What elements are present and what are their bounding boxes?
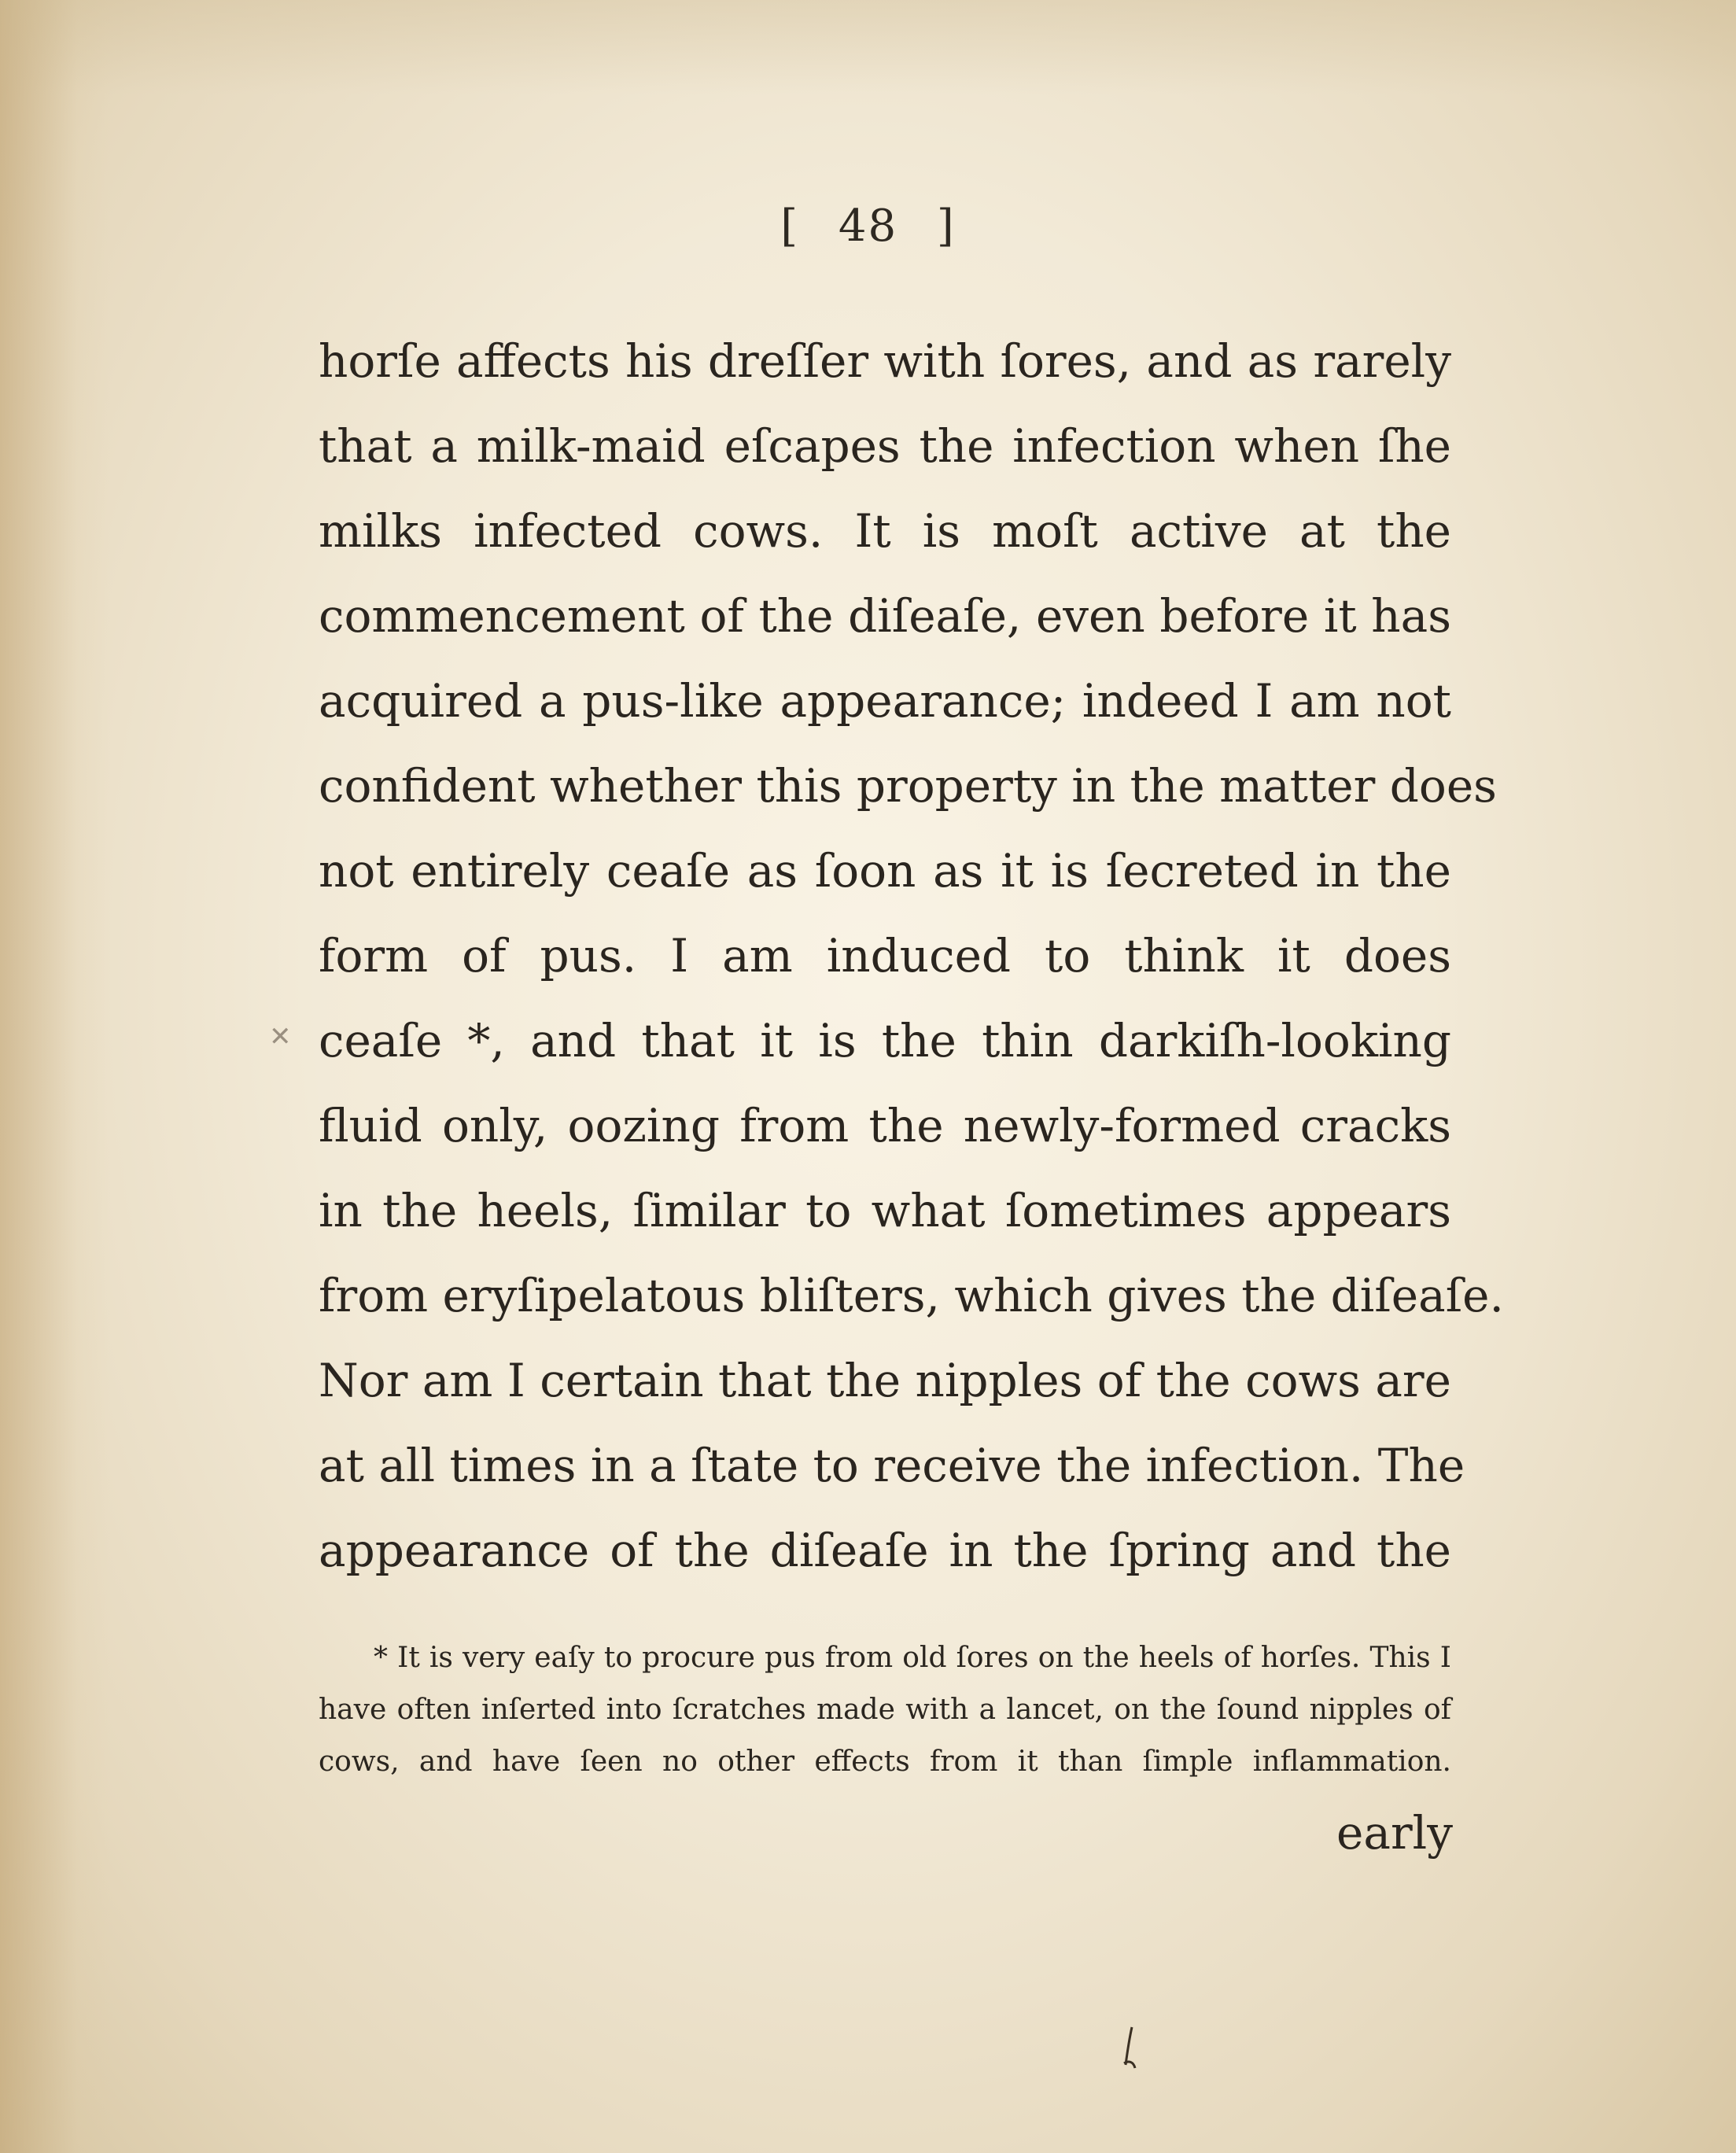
footnote: [319, 1632, 1451, 1788]
ink-mark: [1121, 2026, 1140, 2073]
body-line: appearance of the diſeaſe in the ſpring and the: [319, 1524, 1451, 1577]
body-line: not entirely ceaſe as ſoon as it is ſecreted in the: [319, 844, 1451, 898]
page-top-stain: [0, 0, 1736, 94]
body-line: ceaſe *, and that it is the thin darkiſh-looking: [319, 1014, 1451, 1067]
body-line: form of pus. I am induced to think it does: [319, 929, 1451, 982]
body-line: from eryſipelatous bliſters, which gives the diſeaſe.: [319, 1269, 1504, 1322]
footnote-line: have often inſerted into ſcratches made with a lancet, on the ſound nipples of: [319, 1694, 1451, 1726]
body-line: confident whether this property in the matter does: [319, 759, 1497, 813]
footnote-line: cows, and have ſeen no other effects from it than ſimple inflammation.: [319, 1746, 1451, 1778]
margin-mark: ✕: [269, 1021, 292, 1053]
footnote-line: * It is very eaſy to procure pus from old ſores on the heels of horſes. This I: [374, 1642, 1451, 1674]
body-line: that a milk-maid eſcapes the infection when ſhe: [319, 419, 1451, 473]
body-line: fluid only, oozing from the newly-formed cracks: [319, 1099, 1451, 1152]
page-number-header: [ 48 ]: [780, 201, 956, 252]
body-line: in the heels, ſimilar to what ſometimes appears: [319, 1184, 1451, 1237]
body-line: acquired a pus-like appearance; indeed I am not: [319, 674, 1451, 728]
body-text: [319, 319, 1504, 1593]
body-line: Nor am I certain that the nipples of the cows are: [319, 1354, 1451, 1407]
body-line: milks infected cows. It is moſt active at the: [319, 504, 1451, 558]
page-edge-stain: [0, 0, 110, 2153]
body-line: at all times in a ſtate to receive the infection. The: [319, 1439, 1465, 1492]
catchword: early: [1336, 1806, 1453, 1860]
body-line: commencement of the diſeaſe, even before it has: [319, 589, 1451, 643]
body-line: horſe affects his dreſſer with ſores, and as rarely: [319, 334, 1451, 388]
